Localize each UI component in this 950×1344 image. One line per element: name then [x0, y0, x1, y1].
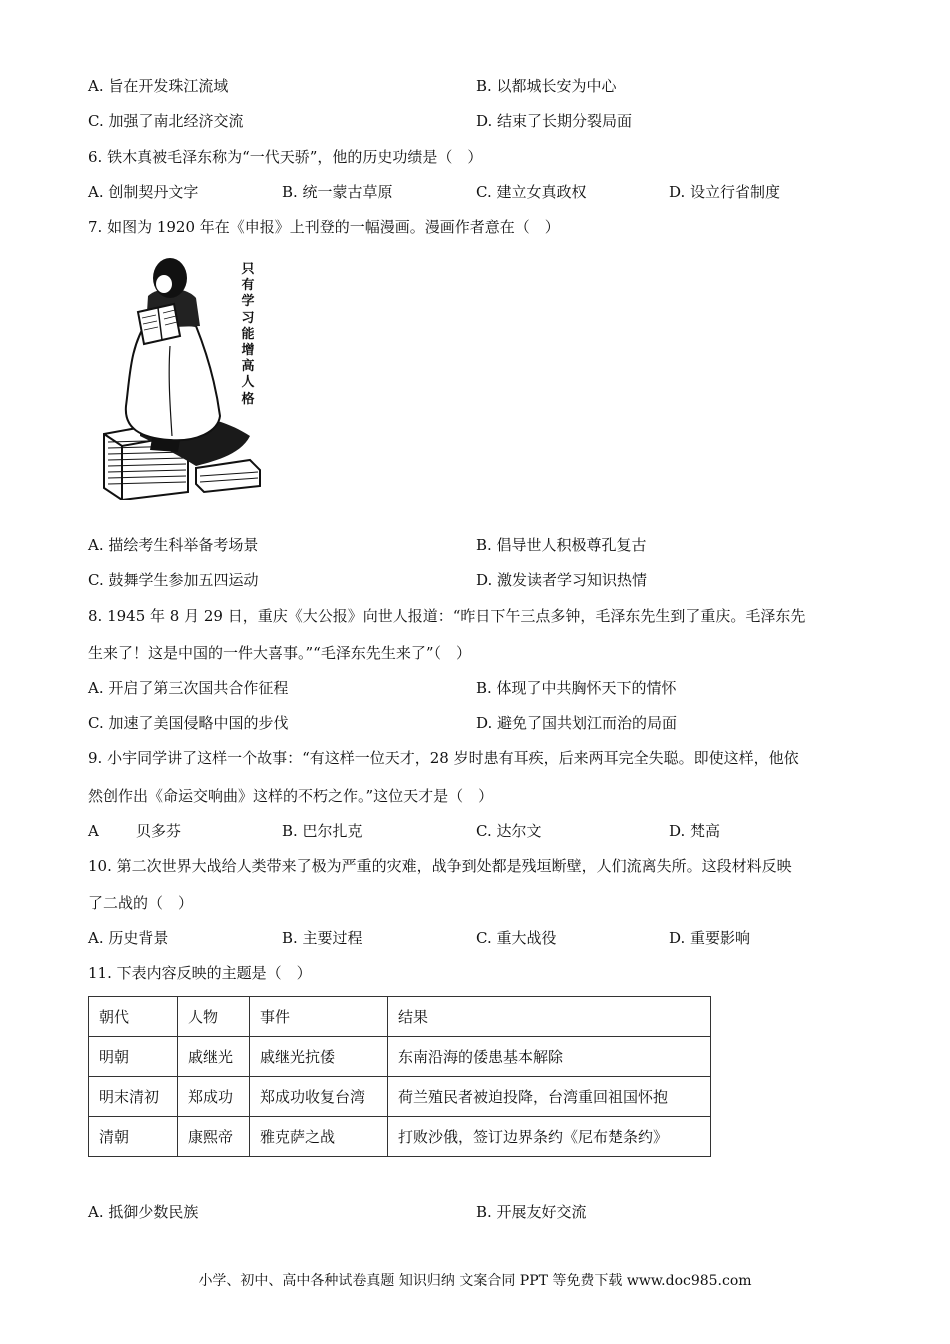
table-cell: 打败沙俄，签订边界条约《尼布楚条约》: [388, 1117, 711, 1157]
q9-stem-line1: 9. 小宇同学讲了这样一个故事：“有这样一位天才，28 岁时患有耳疾，后来两耳完全失聪。即使这样，他依: [88, 749, 799, 767]
table-cell: 明末清初: [89, 1077, 178, 1117]
q10-option-a: A. 历史背景: [88, 929, 169, 947]
table-row: [89, 1037, 711, 1077]
q9-option-d: D. 梵高: [669, 822, 721, 840]
q10-stem-line2: 了二战的（ ）: [88, 894, 194, 912]
q6-stem: 6. 铁木真被毛泽东称为“一代天骄”，他的历史功绩是（ ）: [88, 148, 483, 166]
q8-option-d: D. 避免了国共划江而治的局面: [476, 714, 678, 732]
q8-stem-line2: 生来了！这是中国的一件大喜事。”“毛泽东先生来了”（ ）: [88, 644, 472, 662]
q8-option-a: A. 开启了第三次国共合作征程: [88, 679, 289, 697]
q8-stem-line1: 8. 1945 年 8 月 29 日，重庆《大公报》向世人报道：“昨日下午三点多钟，毛泽东先生到了重庆。毛泽东先: [88, 607, 806, 625]
q10-stem-line1: 10. 第二次世界大战给人类带来了极为严重的灾难，战争到处都是残垣断壁，人们流离失所。这段材料反映: [88, 857, 792, 875]
q6-option-d: D. 设立行省制度: [669, 183, 781, 201]
q11-option-b: B. 开展友好交流: [476, 1203, 587, 1221]
q9-stem-line2: 然创作出《命运交响曲》这样的不朽之作。”这位天才是（ ）: [88, 787, 494, 805]
table-header-cell: 结果: [388, 997, 711, 1037]
q8-option-b: B. 体现了中共胸怀天下的情怀: [476, 679, 677, 697]
q5-option-a: A. 旨在开发珠江流域: [88, 77, 229, 95]
table-row: [89, 1077, 711, 1117]
table-row: [89, 1117, 711, 1157]
q7-stem: 7. 如图为 1920 年在《申报》上刊登的一幅漫画。漫画作者意在（ ）: [88, 218, 560, 236]
table-cell: 清朝: [89, 1117, 178, 1157]
q10-option-b: B. 主要过程: [282, 929, 363, 947]
q5-option-d: D. 结束了长期分裂局面: [476, 112, 633, 130]
table-cell: 戚继光抗倭: [250, 1037, 388, 1077]
q5-option-b: B. 以都城长安为中心: [476, 77, 617, 95]
q9-option-a-letter: A: [88, 822, 99, 840]
table-header-cell: 人物: [178, 997, 250, 1037]
q7-option-b: B. 倡导世人积极尊孔复古: [476, 536, 647, 554]
table-cell: 明朝: [89, 1037, 178, 1077]
table-cell: 东南沿海的倭患基本解除: [388, 1037, 711, 1077]
q6-option-c: C. 建立女真政权: [476, 183, 587, 201]
q7-option-a: A. 描绘考生科举备考场景: [88, 536, 259, 554]
table-header-cell: 事件: [250, 997, 388, 1037]
table-cell: 雅克萨之战: [250, 1117, 388, 1157]
table-header-row: [89, 997, 711, 1037]
q8-option-c: C. 加速了美国侵略中国的步伐: [88, 714, 289, 732]
page-footer: 小学、初中、高中各种试卷真题 知识归纳 文案合同 PPT 等免费下载 www.doc985.com: [198, 1273, 752, 1289]
table-header-cell: 朝代: [89, 997, 178, 1037]
table-cell: 郑成功: [178, 1077, 250, 1117]
q5-option-c: C. 加强了南北经济交流: [88, 112, 244, 130]
cartoon-caption: 只有学习能增高人格: [241, 262, 255, 407]
q9-option-b: B. 巴尔扎克: [282, 822, 363, 840]
q11-stem: 11. 下表内容反映的主题是（ ）: [88, 964, 312, 982]
q11-table: [88, 996, 711, 1157]
q6-option-b: B. 统一蒙古草原: [282, 183, 393, 201]
q11-option-a: A. 抵御少数民族: [88, 1203, 199, 1221]
table-cell: 康熙帝: [178, 1117, 250, 1157]
q7-option-d: D. 激发读者学习知识热情: [476, 571, 648, 589]
q6-option-a: A. 创制契丹文字: [88, 183, 199, 201]
q7-option-c: C. 鼓舞学生参加五四运动: [88, 571, 259, 589]
table-cell: 戚继光: [178, 1037, 250, 1077]
q9-option-c: C. 达尔文: [476, 822, 542, 840]
table-cell: 荷兰殖民者被迫投降，台湾重回祖国怀抱: [388, 1077, 711, 1117]
table-cell: 郑成功收复台湾: [250, 1077, 388, 1117]
q10-option-d: D. 重要影响: [669, 929, 751, 947]
q9-option-a-text: 贝多芬: [136, 822, 182, 840]
q10-option-c: C. 重大战役: [476, 929, 557, 947]
